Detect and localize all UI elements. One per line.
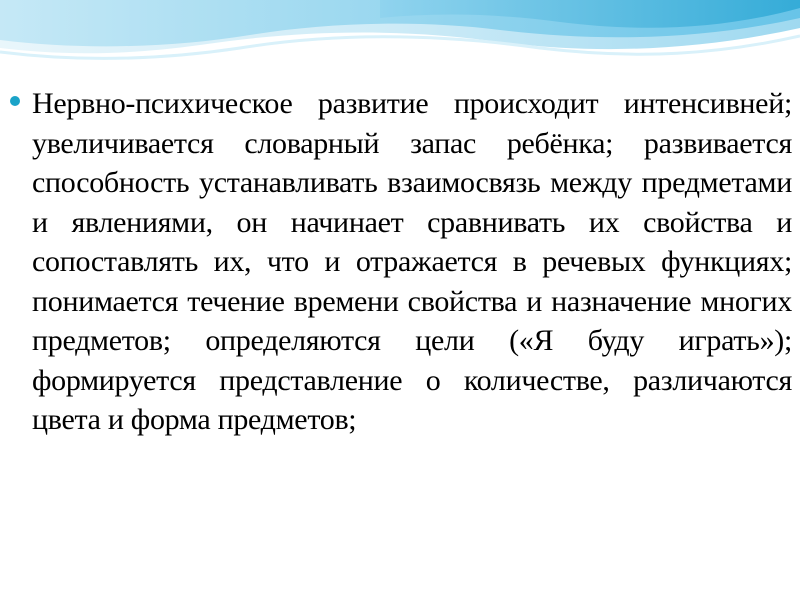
bullet-item <box>10 84 792 440</box>
bullet-list <box>10 84 792 440</box>
bullet-dot-icon <box>10 96 20 106</box>
wave-decoration <box>0 0 800 90</box>
bullet-text: Нервно-психическое развитие происходит интенсивней; увеличивается словарный запас ребёнка; развивается способность устанавливать взаимосвязь между предметами и явлениями, он начинает сравнивать их свойства и сопоставлять их, что и отражается в речевых функциях; понимается течение времени свойства и назначение многих предметов; определяются цели («Я буду играть»); формируется представление о количестве, различаются цвета и форма предметов; <box>32 87 792 436</box>
